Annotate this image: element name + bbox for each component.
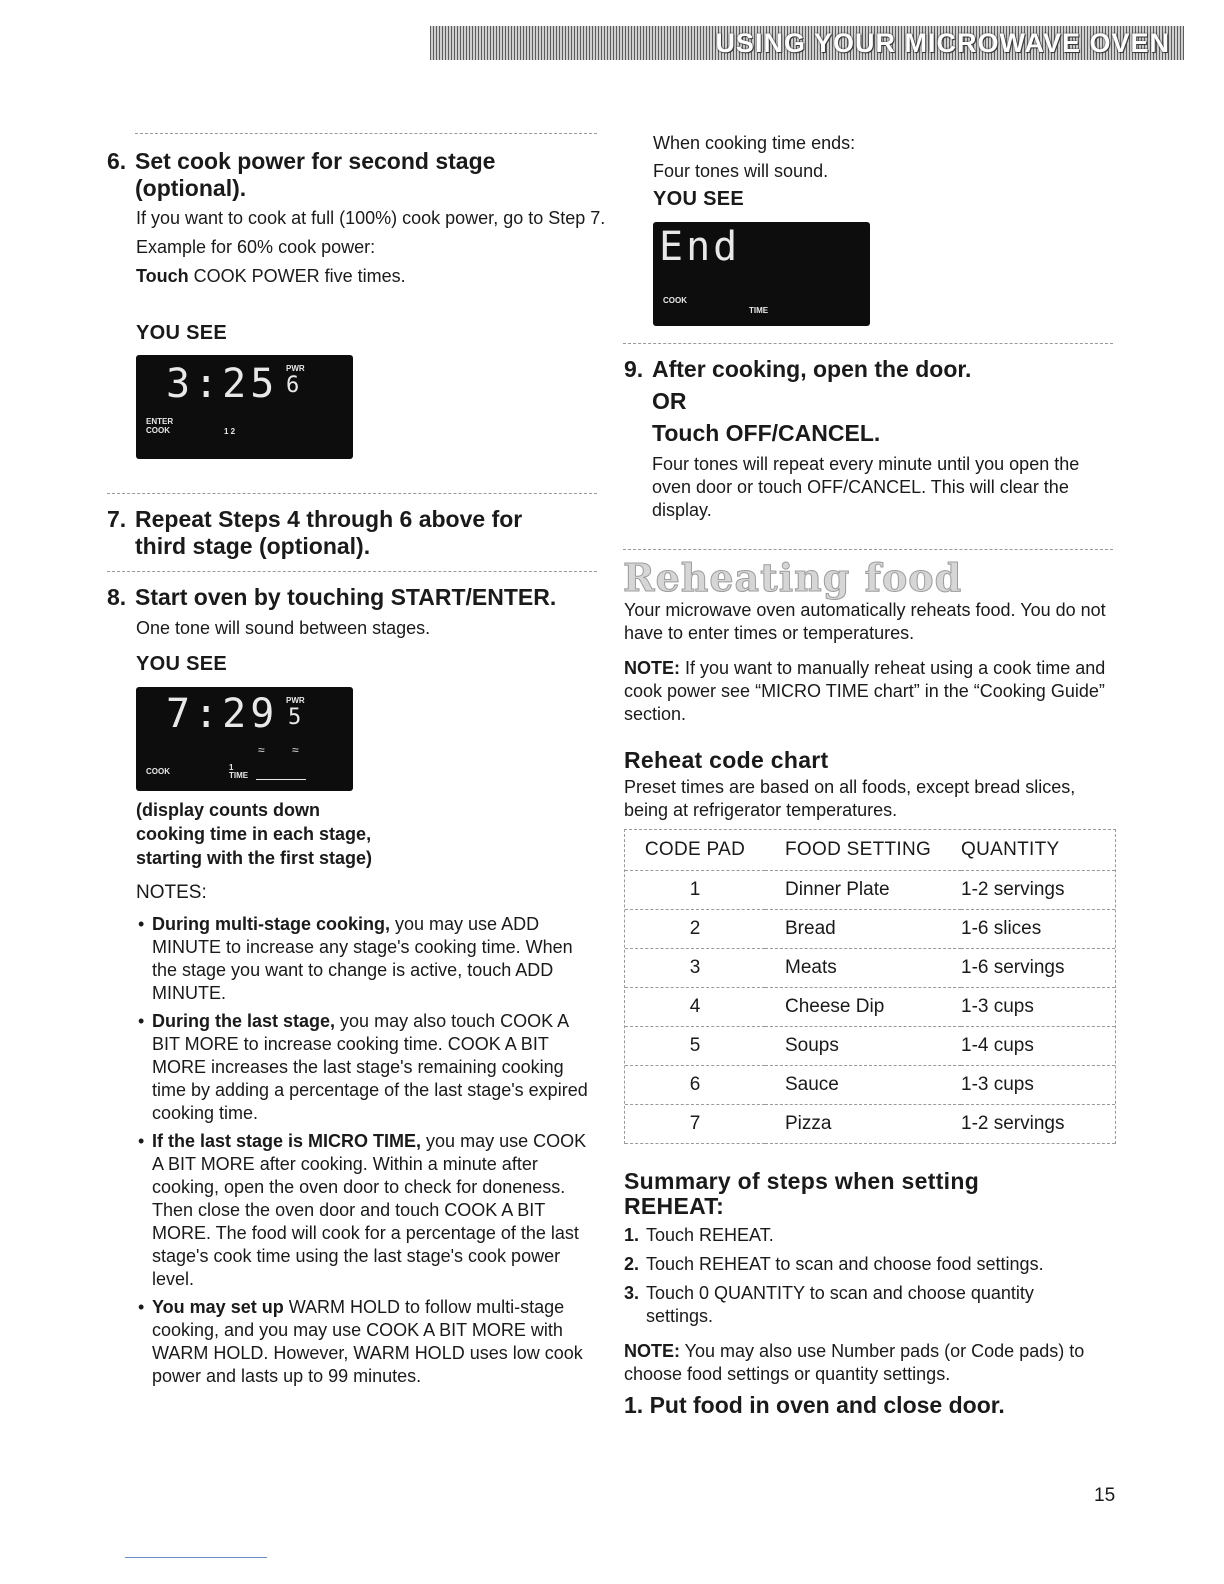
- reheat-code-table: [624, 829, 1116, 1144]
- you-see-label: YOU SEE: [136, 653, 228, 675]
- step-9-para: Four tones will repeat every minute until you open the oven door or touch OFF/CANCEL. This will clear the display.: [652, 454, 1080, 520]
- display-panel: [653, 222, 870, 326]
- table-row: 1 Dinner Plate 1-2 servings: [625, 871, 1115, 910]
- summary-steps: [624, 1224, 1104, 1334]
- step-6-heading: 6. Set cook power for second stage (optional).: [107, 148, 496, 201]
- step-6-body: [136, 207, 606, 288]
- display-digits: 7:29: [166, 691, 279, 737]
- stage-indicator: 1: [229, 763, 234, 772]
- display-panel: [136, 355, 353, 459]
- table-header-row: [625, 830, 1115, 871]
- summary-title: Summary of steps when setting REHEAT:: [624, 1168, 980, 1219]
- chart-title: Reheat code chart: [624, 747, 829, 773]
- step-8-heading: 8. Start oven by touching START/ENTER.: [107, 584, 557, 610]
- step-7-heading: 7. Repeat Steps 4 through 6 above for third stage (optional).: [107, 506, 523, 559]
- enter-label: ENTER: [146, 417, 174, 426]
- column-header: CODE PAD: [625, 830, 765, 871]
- end-block: When cooking time ends: Four tones will sound.: [653, 133, 856, 181]
- list-item: 1. Touch REHEAT.: [624, 1225, 774, 1245]
- column-header: QUANTITY: [961, 830, 1115, 871]
- cook-label: COOK: [663, 296, 687, 305]
- divider: [107, 493, 597, 494]
- banner-title: USING YOUR MICROWAVE OVEN: [715, 28, 1170, 58]
- display-digits: End: [659, 224, 741, 270]
- pwr-digit: 6: [286, 373, 300, 398]
- display-digits: 3:25: [166, 361, 279, 407]
- pwr-label: PWR: [286, 696, 305, 705]
- reheating-title: Reheating food: [623, 555, 963, 600]
- table-row: 2 Bread 1-6 slices: [625, 910, 1115, 949]
- display-panel: [136, 687, 353, 791]
- time-label: TIME: [749, 306, 769, 315]
- step-9-heading: 9. After cooking, open the door. OR Touch OFF/CANCEL.: [624, 356, 972, 446]
- note-item: • During the last stage, you may also touch COOK A BIT MORE to increase cooking time. COOK A BIT MORE increases the last stage's remaining cooking time by adding a percentage of the last stage's expired cooking time.: [136, 1010, 596, 1125]
- step-6-para2: Example for 60% cook power:: [136, 237, 376, 257]
- step-8-para: One tone will sound between stages.: [136, 618, 431, 638]
- page-number: 15: [1094, 1485, 1116, 1506]
- divider: [107, 571, 597, 572]
- list-item: 2. Touch REHEAT to scan and choose food settings.: [624, 1254, 1044, 1274]
- footer-rule: [125, 1557, 267, 1558]
- you-see-label: YOU SEE: [136, 322, 228, 344]
- table-row: 5 Soups 1-4 cups: [625, 1027, 1115, 1066]
- cook-label: COOK: [146, 767, 170, 776]
- note-item: • If the last stage is MICRO TIME, you may use COOK A BIT MORE after cooking. Within a minute after cooking, open the oven door to check for doneness. Then close the oven door and touch COOK A BIT MORE. The food will cook for a percentage of the last stage's cook time using the last stage's cook power level.: [136, 1130, 596, 1291]
- notes-list: [136, 913, 596, 1393]
- divider: [623, 343, 1113, 344]
- chart-intro: Preset times are based on all foods, except bread slices, being at refrigerator temperatures.: [624, 777, 1076, 820]
- column-header: FOOD SETTING: [765, 830, 961, 871]
- display-caption: (display counts down cooking time in each stage, starting with the first stage): [136, 800, 373, 868]
- pwr-digit: 5: [288, 705, 302, 730]
- table-row: 6 Sauce 1-3 cups: [625, 1066, 1115, 1105]
- final-step-heading: 1. Put food in oven and close door.: [624, 1392, 1005, 1418]
- stage-indicator: 1 2: [224, 427, 236, 436]
- wave-icon: ≈: [258, 743, 265, 757]
- divider: [135, 133, 597, 134]
- header-banner: [430, 26, 1184, 60]
- time-label: TIME: [229, 771, 249, 780]
- cook-label: COOK: [146, 426, 170, 435]
- table-row: 3 Meats 1-6 servings: [625, 949, 1115, 988]
- time-bar: [256, 779, 306, 780]
- list-item: 3. Touch 0 QUANTITY to scan and choose quantity settings.: [624, 1283, 1034, 1326]
- divider: [623, 549, 1113, 550]
- notes-heading: NOTES:: [136, 882, 207, 903]
- note-item: • During multi-stage cooking, you may use ADD MINUTE to increase any stage's cooking time. When the stage you want to change is active, touch ADD MINUTE.: [136, 913, 596, 1005]
- pwr-label: PWR: [286, 364, 305, 373]
- table-row: 4 Cheese Dip 1-3 cups: [625, 988, 1115, 1027]
- step-6-touch: Touch COOK POWER five times.: [136, 266, 406, 286]
- step-6-para1: If you want to cook at full (100%) cook power, go to Step 7.: [136, 208, 606, 228]
- reheating-note: NOTE: If you want to manually reheat using a cook time and cook power see “MICRO TIME chart” in the “Cooking Guide” section.: [624, 658, 1106, 724]
- reheating-para: Your microwave oven automatically reheats food. You do not have to enter times or temperatures.: [624, 600, 1106, 643]
- wave-icon: ≈: [292, 743, 299, 757]
- table-row: 7 Pizza 1-2 servings: [625, 1105, 1115, 1144]
- you-see-label: YOU SEE: [653, 188, 745, 210]
- summary-note: NOTE: You may also use Number pads (or Code pads) to choose food settings or quantity settings.: [624, 1341, 1085, 1384]
- note-item: • You may set up WARM HOLD to follow multi-stage cooking, and you may use COOK A BIT MORE with WARM HOLD. However, WARM HOLD uses low cook power and lasts up to 99 minutes.: [136, 1296, 596, 1388]
